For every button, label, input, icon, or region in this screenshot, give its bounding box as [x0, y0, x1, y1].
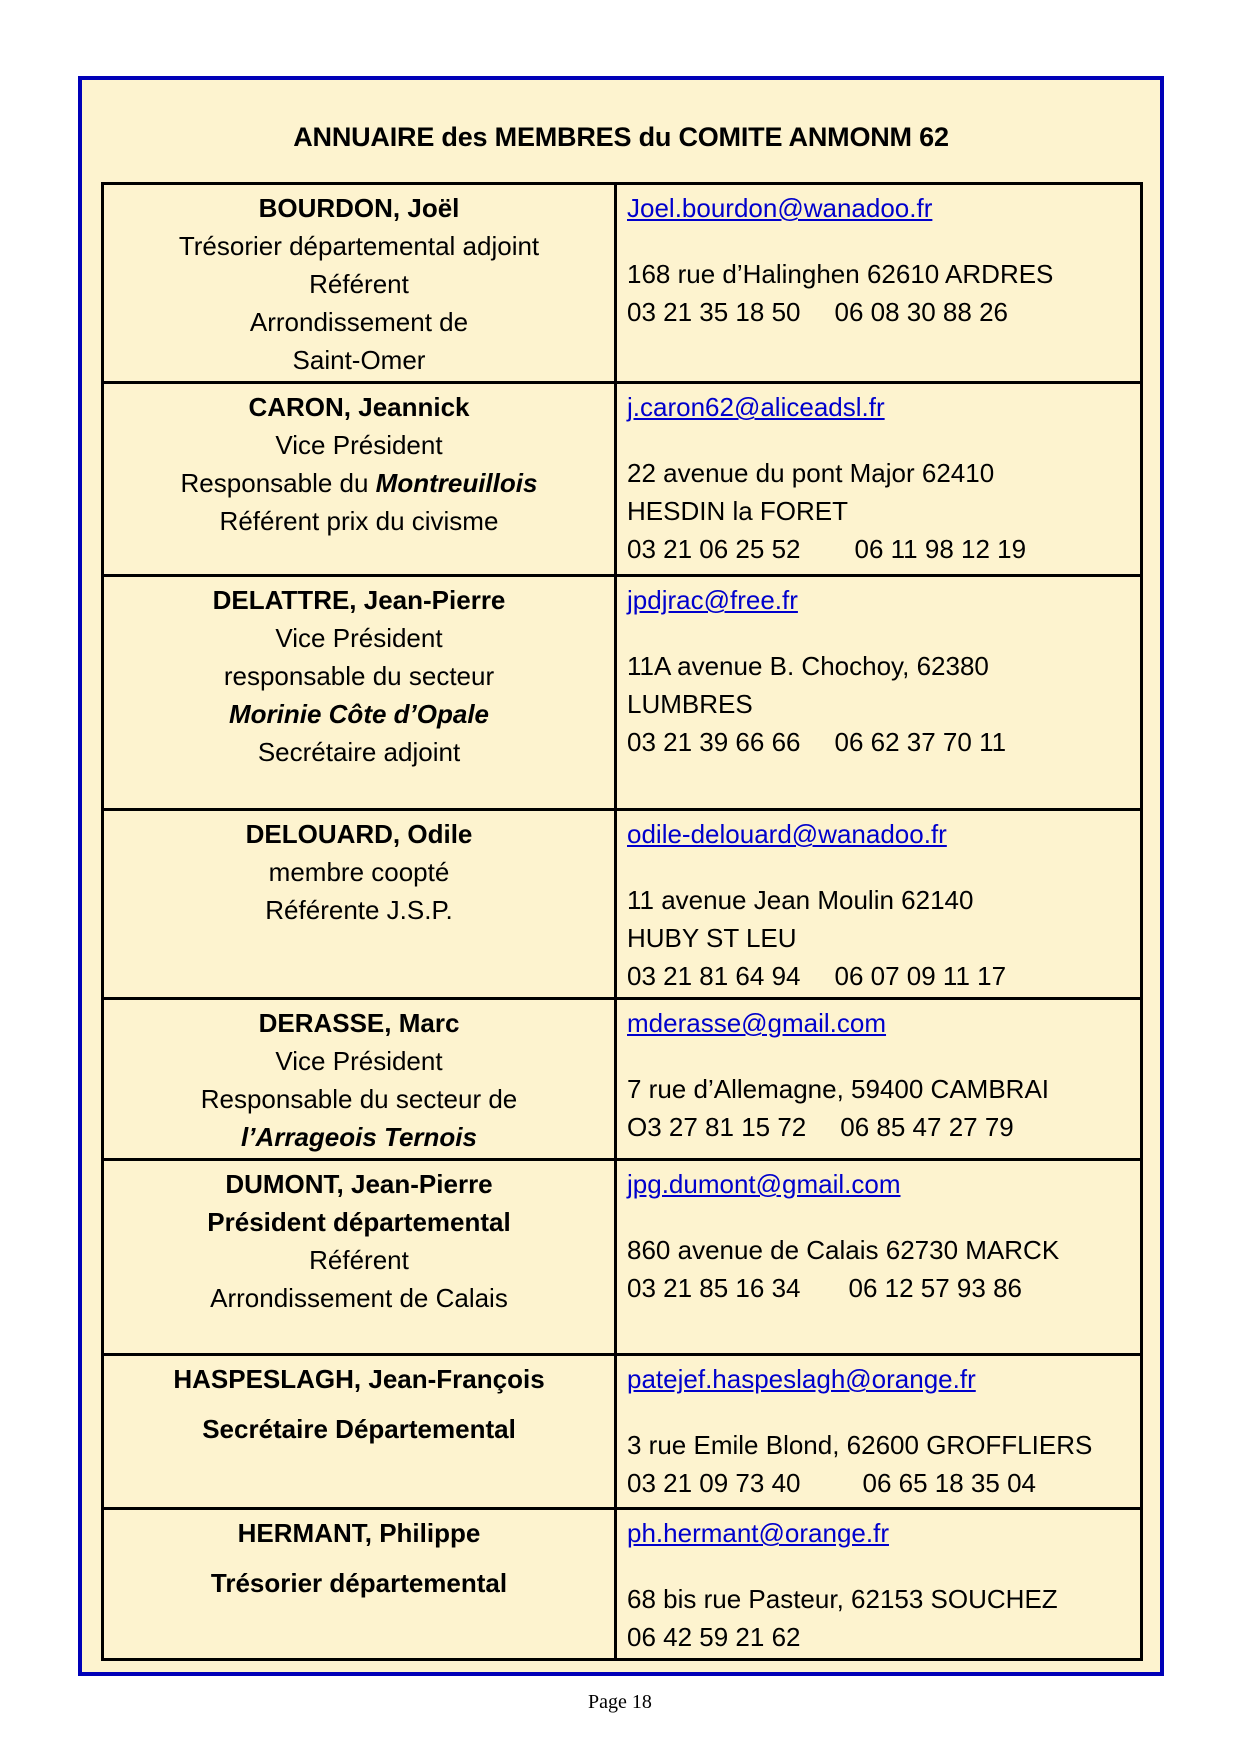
page-number: Page 18: [588, 1691, 652, 1713]
member-role: Arrondissement de Calais: [210, 1283, 508, 1313]
email-link[interactable]: mderasse@gmail.com: [627, 1008, 887, 1038]
spacer: [114, 1552, 604, 1564]
member-name: DERASSE, Marc: [258, 1008, 460, 1038]
phone-line: [627, 723, 1130, 761]
address-line: HESDIN la FORET: [627, 496, 849, 526]
email-link[interactable]: ph.hermant@orange.fr: [627, 1518, 889, 1548]
member-name: HASPESLAGH, Jean-François: [173, 1364, 545, 1394]
spacer: [627, 426, 1130, 454]
phone-landline: 03 21 85 16 34: [627, 1273, 801, 1303]
address-line: 860 avenue de Calais 62730 MARCK: [627, 1235, 1060, 1265]
phone-line: [627, 1618, 1130, 1656]
member-name: BOURDON, Joël: [258, 193, 460, 223]
page-title: ANNUAIRE des MEMBRES du COMITE ANMONM 62: [293, 122, 949, 152]
member-name: DELOUARD, Odile: [245, 819, 473, 849]
table-row: [103, 184, 1142, 383]
member-info-cell: [103, 184, 616, 383]
member-contact-cell: [616, 1355, 1142, 1509]
role-prefix: Responsable du: [180, 468, 376, 498]
member-role: Référent: [309, 269, 409, 299]
member-info-cell: [103, 383, 616, 576]
phone-mobile: 06 08 30 88 26: [834, 297, 1008, 327]
member-role: membre coopté: [268, 857, 450, 887]
address-line: 3 rue Emile Blond, 62600 GROFFLIERS: [627, 1430, 1093, 1460]
member-name: DELATTRE, Jean-Pierre: [212, 585, 506, 615]
member-name: CARON, Jeannick: [248, 392, 470, 422]
member-role: Vice Président: [275, 1046, 443, 1076]
member-contact-cell: [616, 1509, 1142, 1660]
member-role: Vice Président: [275, 623, 443, 653]
address-line: HUBY ST LEU: [627, 923, 797, 953]
table-row: [103, 1160, 1142, 1355]
phone-line: [627, 957, 1130, 995]
spacer: [627, 1042, 1130, 1070]
member-contact-cell: [616, 1160, 1142, 1355]
member-info-cell: [103, 999, 616, 1160]
address-line: 7 rue d’Allemagne, 59400 CAMBRAI: [627, 1074, 1050, 1104]
phone-mobile: 06 62 37 70 11: [834, 727, 1007, 757]
member-info-cell: [103, 810, 616, 999]
member-role: Trésorier départemental adjoint: [178, 231, 540, 261]
member-role: Trésorier départemental: [210, 1568, 508, 1598]
member-name: HERMANT, Philippe: [237, 1518, 481, 1548]
spacer: [627, 227, 1130, 255]
address-line: 11A avenue B. Chochoy, 62380: [627, 651, 989, 681]
email-link[interactable]: jpg.dumont@gmail.com: [627, 1169, 901, 1199]
phone-landline: 03 21 35 18 50: [627, 297, 801, 327]
table-row: [103, 1509, 1142, 1660]
member-role: Vice Président: [275, 430, 443, 460]
spacer: [114, 1398, 604, 1410]
table-row: [103, 1355, 1142, 1509]
member-contact-cell: [616, 999, 1142, 1160]
address-line: 22 avenue du pont Major 62410: [627, 458, 995, 488]
table-row: [103, 383, 1142, 576]
member-role-sector: Morinie Côte d’Opale: [228, 699, 490, 729]
phone-mobile: 06 42 59 21 62: [627, 1622, 801, 1652]
member-role: Arrondissement de: [249, 307, 469, 337]
spacer: [627, 1552, 1130, 1580]
role-sector: Montreuillois: [375, 468, 538, 498]
phone-line: [627, 1269, 1130, 1307]
member-role: Président départemental: [207, 1207, 511, 1237]
member-role: Référent: [309, 1245, 409, 1275]
member-role: Référent prix du civisme: [219, 506, 499, 536]
phone-landline: 03 21 81 64 94: [627, 961, 801, 991]
address-line: 11 avenue Jean Moulin 62140: [627, 885, 974, 915]
member-name: DUMONT, Jean-Pierre: [225, 1169, 493, 1199]
phone-line: [627, 530, 1130, 568]
phone-mobile: 06 12 57 93 86: [848, 1273, 1022, 1303]
phone-mobile: 06 11 98 12 19: [854, 534, 1027, 564]
phone-mobile: 06 07 09 11 17: [834, 961, 1007, 991]
member-role-sector: l’Arrageois Ternois: [241, 1122, 477, 1152]
email-link[interactable]: patejef.haspeslagh@orange.fr: [627, 1364, 976, 1394]
table-row: [103, 999, 1142, 1160]
member-contact-cell: [616, 576, 1142, 810]
member-role: [114, 464, 604, 502]
table-row: [103, 576, 1142, 810]
member-role: Saint-Omer: [292, 345, 426, 375]
phone-line: [627, 1108, 1130, 1146]
phone-landline: 03 21 09 73 40: [627, 1468, 801, 1498]
email-link[interactable]: odile-delouard@wanadoo.fr: [627, 819, 947, 849]
spacer: [627, 1203, 1130, 1231]
member-contact-cell: [616, 184, 1142, 383]
email-link[interactable]: Joel.bourdon@wanadoo.fr: [627, 193, 933, 223]
page-frame: [78, 76, 1164, 1676]
address-line: 168 rue d’Halinghen 62610 ARDRES: [627, 259, 1054, 289]
member-role: Secrétaire adjoint: [257, 737, 461, 767]
member-info-cell: [103, 1509, 616, 1660]
phone-mobile: 06 65 18 35 04: [862, 1468, 1036, 1498]
member-info-cell: [103, 576, 616, 810]
phone-line: [627, 293, 1130, 331]
phone-landline: 03 21 39 66 66: [627, 727, 801, 757]
spacer: [627, 853, 1130, 881]
member-role: Secrétaire Départemental: [202, 1414, 516, 1444]
phone-line: [627, 1464, 1130, 1502]
member-role: Responsable du secteur de: [200, 1084, 518, 1114]
email-link[interactable]: jpdjrac@free.fr: [627, 585, 798, 615]
address-line: LUMBRES: [627, 689, 753, 719]
address-line: 68 bis rue Pasteur, 62153 SOUCHEZ: [627, 1584, 1058, 1614]
member-contact-cell: [616, 383, 1142, 576]
member-directory-table: [101, 182, 1143, 1661]
member-info-cell: [103, 1355, 616, 1509]
member-role: responsable du secteur: [223, 661, 495, 691]
member-contact-cell: [616, 810, 1142, 999]
phone-landline: 03 21 06 25 52: [627, 534, 801, 564]
email-link[interactable]: j.caron62@aliceadsl.fr: [627, 392, 885, 422]
member-info-cell: [103, 1160, 616, 1355]
phone-landline: O3 27 81 15 72: [627, 1112, 807, 1142]
table-row: [103, 810, 1142, 999]
phone-mobile: 06 85 47 27 79: [840, 1112, 1014, 1142]
spacer: [627, 1398, 1130, 1426]
spacer: [627, 619, 1130, 647]
member-role: Référente J.S.P.: [265, 895, 453, 925]
